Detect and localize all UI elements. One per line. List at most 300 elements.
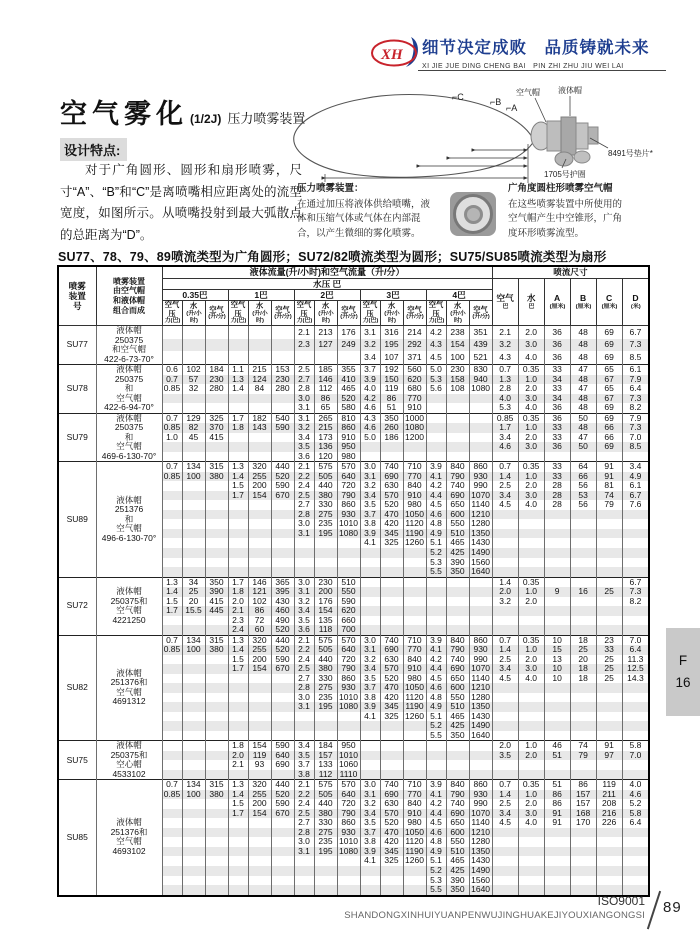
caption-wide-angle-cap — [508, 182, 670, 242]
table-cell — [248, 326, 271, 339]
table-cell — [271, 885, 294, 896]
table-cell — [162, 558, 182, 568]
table-cell — [403, 597, 426, 607]
table-cell — [544, 529, 570, 539]
table-cell: 2.5 — [294, 491, 314, 501]
table-cell: 2.5 — [294, 664, 314, 674]
table-cell: 0.35 — [518, 365, 544, 375]
table-cell: 351 — [469, 326, 492, 339]
table-cell: 5.2 — [426, 866, 446, 876]
table-cell — [570, 567, 596, 577]
table-cell: 830 — [469, 365, 492, 375]
table-cell — [182, 351, 205, 364]
table-cell — [228, 731, 248, 741]
table-cell: 5.5 — [426, 567, 446, 577]
table-cell — [337, 731, 360, 741]
table-cell: 97 — [596, 751, 622, 761]
table-cell — [294, 731, 314, 741]
table-cell: 1120 — [403, 693, 426, 703]
table-cell: 4.8 — [426, 837, 446, 847]
table-cell: 7.6 — [622, 500, 649, 510]
table-cell: 345 — [380, 702, 403, 712]
device-label-cell: 液体帽 250375 和 空气帽 469-6-130-70° — [96, 413, 162, 462]
table-cell — [403, 452, 426, 462]
table-cell — [469, 577, 492, 587]
table-cell: 3.8 — [360, 837, 380, 847]
table-cell — [162, 510, 182, 520]
table-cell: 25 — [596, 664, 622, 674]
table-cell — [182, 538, 205, 548]
table-cell: 7.3 — [622, 423, 649, 433]
spray-pattern-diagram — [278, 86, 678, 190]
table-cell — [570, 837, 596, 847]
table-cell — [360, 577, 380, 587]
table-cell — [596, 510, 622, 520]
table-cell: 440 — [271, 635, 294, 645]
table-cell: 3.0 — [518, 339, 544, 352]
table-cell: 690 — [446, 664, 469, 674]
table-cell: 1.4 — [228, 472, 248, 482]
table-cell — [182, 809, 205, 819]
table-cell: 1080 — [403, 423, 426, 433]
table-cell: 4.5 — [492, 818, 518, 828]
header-combo: 喷雾装置 由空气帽 和液体帽 组合而成 — [96, 266, 162, 326]
table-cell: 430 — [271, 597, 294, 607]
table-cell: 235 — [314, 519, 337, 529]
table-cell: 320 — [248, 780, 271, 790]
table-cell — [228, 837, 248, 847]
table-cell: 8.5 — [622, 442, 649, 452]
table-cell: 640 — [271, 751, 294, 761]
table-cell: 292 — [403, 339, 426, 352]
table-cell: 425 — [446, 548, 469, 558]
footer-company: SHANDONGXINHUIYUANPENWUJINGHUAKEJIYOUXIANGONGSI — [344, 910, 645, 921]
table-cell: 238 — [446, 326, 469, 339]
device-label-cell: 液体帽 251376 和 空气帽 496-6-130-70° — [96, 462, 162, 577]
table-cell — [182, 799, 205, 809]
spec-table — [57, 265, 650, 897]
table-cell: 510 — [446, 847, 469, 857]
table-cell: 235 — [314, 693, 337, 703]
table-cell: 521 — [469, 351, 492, 364]
table-cell — [162, 442, 182, 452]
table-cell — [544, 548, 570, 558]
table-cell: 0.6 — [162, 365, 182, 375]
table-cell: 4.0 — [518, 403, 544, 413]
table-cell: 7.9 — [622, 375, 649, 385]
table-cell: 2.8 — [294, 384, 314, 394]
table-cell: 0.7 — [162, 780, 182, 790]
table-cell: 235 — [314, 837, 337, 847]
table-cell: 510 — [337, 577, 360, 587]
table-cell: 3.1 — [294, 587, 314, 597]
table-cell: 5.5 — [426, 885, 446, 896]
table-cell — [426, 423, 446, 433]
table-cell — [228, 500, 248, 510]
table-cell — [271, 442, 294, 452]
table-cell: 93 — [248, 760, 271, 770]
table-cell — [360, 587, 380, 597]
table-cell — [271, 326, 294, 339]
table-cell: 1.3 — [162, 577, 182, 587]
table-cell — [492, 837, 518, 847]
table-cell: 3.5 — [294, 751, 314, 761]
table-cell: 770 — [403, 645, 426, 655]
table-cell: 2.0 — [228, 751, 248, 761]
table-cell — [162, 625, 182, 635]
table-cell: 91 — [596, 472, 622, 482]
table-cell: 1080 — [337, 702, 360, 712]
table-cell: 2.0 — [518, 751, 544, 761]
table-cell — [337, 721, 360, 731]
table-cell — [544, 625, 570, 635]
table-cell: 2.1 — [294, 780, 314, 790]
table-cell: 86 — [544, 790, 570, 800]
header-spray-size: 喷流尺寸 — [492, 266, 649, 278]
caption-line: 合，以产生微细的雾化喷雾。 — [297, 228, 421, 240]
table-cell: 91 — [596, 462, 622, 472]
table-cell: 119 — [248, 751, 271, 761]
table-cell: 1.4 — [492, 790, 518, 800]
table-cell — [426, 606, 446, 616]
table-cell: 3.0 — [518, 664, 544, 674]
table-cell — [182, 558, 205, 568]
table-cell: 465 — [446, 712, 469, 722]
table-cell: 345 — [380, 529, 403, 539]
table-cell — [228, 339, 248, 352]
device-id-cell: SU89 — [58, 462, 96, 577]
table-cell — [518, 876, 544, 886]
table-cell — [380, 721, 403, 731]
table-cell: 157 — [570, 790, 596, 800]
table-cell — [228, 510, 248, 520]
table-cell: 325 — [380, 538, 403, 548]
table-cell — [271, 721, 294, 731]
table-cell — [622, 683, 649, 693]
table-cell: 580 — [337, 403, 360, 413]
table-cell: 3.7 — [294, 760, 314, 770]
table-cell: 345 — [380, 847, 403, 857]
table-cell — [544, 770, 570, 780]
table-cell: 1430 — [469, 856, 492, 866]
table-cell: 439 — [469, 339, 492, 352]
table-cell: 540 — [271, 413, 294, 423]
table-cell: 550 — [337, 587, 360, 597]
table-cell: 3.1 — [294, 413, 314, 423]
table-cell: 121 — [248, 587, 271, 597]
table-cell: 355 — [337, 365, 360, 375]
table-cell: 3.4 — [622, 462, 649, 472]
table-cell — [162, 693, 182, 703]
table-cell: 2.0 — [518, 384, 544, 394]
table-cell: 380 — [205, 790, 228, 800]
table-cell: 620 — [403, 375, 426, 385]
table-cell — [228, 567, 248, 577]
table-cell: 390 — [446, 876, 469, 886]
table-cell: 48 — [570, 403, 596, 413]
table-cell: 102 — [248, 597, 271, 607]
table-cell: 5.8 — [622, 741, 649, 751]
table-cell — [426, 597, 446, 607]
table-cell — [570, 683, 596, 693]
table-cell: 630 — [380, 481, 403, 491]
table-cell: 67 — [596, 394, 622, 404]
table-cell: 790 — [446, 472, 469, 482]
table-cell — [271, 510, 294, 520]
table-cell — [403, 866, 426, 876]
table-cell — [492, 625, 518, 635]
table-cell: 570 — [337, 462, 360, 472]
table-cell: 51 — [380, 403, 403, 413]
table-row — [58, 741, 649, 751]
table-cell: 1000 — [403, 413, 426, 423]
table-cell: 1010 — [337, 751, 360, 761]
table-cell: 48 — [570, 423, 596, 433]
table-cell: 157 — [314, 751, 337, 761]
table-cell: 2.1 — [228, 760, 248, 770]
table-cell: 465 — [337, 384, 360, 394]
table-cell — [162, 770, 182, 780]
table-cell: 4.8 — [426, 519, 446, 529]
table-cell — [380, 587, 403, 597]
table-cell — [469, 760, 492, 770]
table-cell — [294, 876, 314, 886]
table-cell: 0.85 — [492, 413, 518, 423]
table-cell: 6.7 — [622, 577, 649, 587]
table-cell: 1070 — [469, 664, 492, 674]
table-cell: 520 — [380, 818, 403, 828]
table-cell — [248, 876, 271, 886]
table-cell — [570, 760, 596, 770]
svg-text:XH: XH — [381, 47, 403, 63]
table-cell: 5.8 — [622, 809, 649, 819]
table-cell: 33 — [596, 645, 622, 655]
table-cell — [182, 683, 205, 693]
device-id-cell: SU75 — [58, 741, 96, 780]
table-cell: 36 — [544, 413, 570, 423]
device-id-cell: SU79 — [58, 413, 96, 462]
table-cell: 1430 — [469, 538, 492, 548]
table-cell — [162, 828, 182, 838]
table-cell: 0.7 — [492, 462, 518, 472]
table-cell: 154 — [248, 809, 271, 819]
table-cell: 100 — [446, 351, 469, 364]
table-cell: 154 — [248, 664, 271, 674]
table-cell — [162, 818, 182, 828]
table-cell: 1.4 — [492, 577, 518, 587]
table-cell: 1010 — [337, 693, 360, 703]
table-cell — [182, 655, 205, 665]
table-cell: 10 — [544, 664, 570, 674]
table-cell — [337, 856, 360, 866]
table-cell: 3.0 — [294, 394, 314, 404]
table-cell — [205, 731, 228, 741]
table-cell — [544, 510, 570, 520]
table-cell — [426, 760, 446, 770]
table-cell: 226 — [596, 818, 622, 828]
table-cell — [205, 625, 228, 635]
table-cell — [518, 510, 544, 520]
table-cell: 216 — [596, 809, 622, 819]
table-cell — [228, 403, 248, 413]
table-cell: 4.1 — [426, 645, 446, 655]
table-cell: 440 — [271, 780, 294, 790]
table-cell: 2.8 — [294, 828, 314, 838]
table-cell — [271, 847, 294, 857]
table-cell: 770 — [403, 790, 426, 800]
table-cell: 33 — [544, 462, 570, 472]
table-cell — [162, 847, 182, 857]
table-cell — [570, 452, 596, 462]
table-cell — [248, 500, 271, 510]
caption-line: 空气帽产生中空锥形，广角 — [508, 213, 623, 225]
table-cell: 15.5 — [182, 606, 205, 616]
table-cell — [314, 567, 337, 577]
table-cell — [380, 597, 403, 607]
table-cell: 2.2 — [294, 790, 314, 800]
table-cell: 505 — [314, 790, 337, 800]
table-cell — [162, 885, 182, 896]
table-cell — [162, 655, 182, 665]
table-cell — [182, 770, 205, 780]
table-cell — [162, 837, 182, 847]
table-cell: 69 — [596, 442, 622, 452]
table-cell: 4.5 — [426, 351, 446, 364]
table-cell: 1280 — [469, 837, 492, 847]
table-cell: 1.4 — [492, 472, 518, 482]
table-cell: 1140 — [469, 674, 492, 684]
header-sub: 水 (升/小时) — [446, 301, 469, 326]
table-cell: 86 — [380, 394, 403, 404]
table-cell — [248, 683, 271, 693]
device-label-cell: 液体帽 251376和 空气帽 4691312 — [96, 635, 162, 741]
table-cell: 3.9 — [426, 780, 446, 790]
table-cell: 1140 — [469, 500, 492, 510]
table-cell — [403, 587, 426, 597]
table-row — [58, 462, 649, 472]
table-cell — [518, 567, 544, 577]
table-cell — [271, 828, 294, 838]
table-cell: 1.0 — [518, 741, 544, 751]
table-cell — [380, 558, 403, 568]
table-cell: 154 — [314, 606, 337, 616]
table-cell — [596, 625, 622, 635]
table-cell: 1080 — [337, 529, 360, 539]
table-cell — [544, 837, 570, 847]
table-cell — [518, 452, 544, 462]
table-cell — [337, 558, 360, 568]
table-cell: 2.0 — [518, 433, 544, 443]
brand-slogan-pinyin: XI JIE JUE DING CHENG BAI PIN ZHI ZHU JIU WEI LAI — [422, 63, 624, 70]
spec-table-wrapper — [57, 265, 650, 897]
table-cell: 154 — [248, 741, 271, 751]
table-cell — [360, 625, 380, 635]
table-cell: 1140 — [469, 818, 492, 828]
table-cell — [162, 674, 182, 684]
table-cell — [544, 712, 570, 722]
table-cell — [622, 712, 649, 722]
table-cell — [228, 876, 248, 886]
table-cell — [596, 702, 622, 712]
table-cell: 135 — [314, 616, 337, 626]
table-cell — [570, 519, 596, 529]
device-section-su77 — [58, 326, 649, 365]
table-cell: 1260 — [403, 856, 426, 866]
table-cell — [228, 693, 248, 703]
table-cell: 860 — [469, 635, 492, 645]
table-cell: 1560 — [469, 558, 492, 568]
table-cell: 100 — [182, 790, 205, 800]
table-cell — [596, 577, 622, 587]
table-cell — [469, 770, 492, 780]
table-cell — [271, 837, 294, 847]
table-cell: 1.1 — [228, 365, 248, 375]
table-cell — [228, 847, 248, 857]
table-cell: 275 — [314, 683, 337, 693]
table-cell — [182, 326, 205, 339]
table-cell: 1.8 — [228, 587, 248, 597]
table-cell: 1430 — [469, 712, 492, 722]
table-cell: 560 — [403, 365, 426, 375]
table-cell: 650 — [446, 500, 469, 510]
table-cell — [469, 616, 492, 626]
table-cell: 1.0 — [518, 645, 544, 655]
table-cell: 7.0 — [622, 433, 649, 443]
table-cell: 1260 — [403, 538, 426, 548]
table-cell — [162, 519, 182, 529]
table-cell — [228, 519, 248, 529]
table-cell: 4.6 — [426, 683, 446, 693]
table-cell — [570, 548, 596, 558]
table-cell: 6.7 — [622, 326, 649, 339]
table-cell — [205, 770, 228, 780]
header-sub: 空气 (升/分) — [469, 301, 492, 326]
table-cell — [182, 510, 205, 520]
table-cell: 5.2 — [622, 799, 649, 809]
table-cell: 380 — [205, 472, 228, 482]
table-cell — [544, 683, 570, 693]
table-cell — [314, 885, 337, 896]
table-cell: 2.1 — [294, 635, 314, 645]
table-cell — [271, 876, 294, 886]
table-cell: 3.7 — [360, 683, 380, 693]
table-cell: 1190 — [403, 702, 426, 712]
table-cell: 1.3 — [492, 375, 518, 385]
table-cell: 1120 — [403, 837, 426, 847]
table-cell: 51 — [544, 751, 570, 761]
table-cell — [518, 693, 544, 703]
table-cell — [360, 760, 380, 770]
table-cell — [182, 731, 205, 741]
table-cell — [248, 770, 271, 780]
table-cell — [570, 828, 596, 838]
table-cell — [271, 856, 294, 866]
table-cell — [228, 433, 248, 443]
table-cell — [596, 721, 622, 731]
table-cell: 170 — [570, 818, 596, 828]
table-cell — [205, 741, 228, 751]
table-cell — [182, 712, 205, 722]
table-cell: 710 — [403, 635, 426, 645]
table-cell: 3.1 — [360, 645, 380, 655]
table-cell — [469, 606, 492, 616]
table-cell — [570, 876, 596, 886]
table-cell: 2.0 — [492, 587, 518, 597]
table-cell: 3.0 — [360, 780, 380, 790]
table-cell — [426, 625, 446, 635]
table-cell: 0.7 — [162, 635, 182, 645]
table-cell: 48 — [570, 326, 596, 339]
